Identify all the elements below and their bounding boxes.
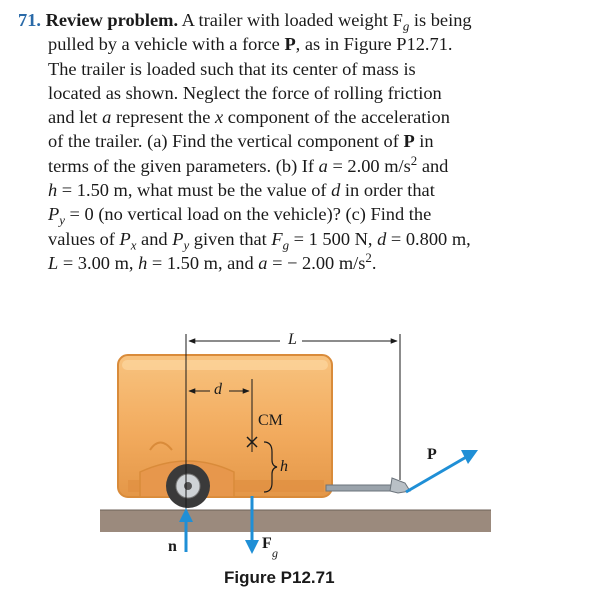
tongue xyxy=(326,485,396,491)
line-6 xyxy=(18,131,434,151)
text-run: A trailer with loaded weight F xyxy=(181,10,403,30)
problem-number: 71. xyxy=(18,10,41,30)
text-run: given that xyxy=(189,228,272,249)
p-arrow xyxy=(406,456,468,492)
text-run: and xyxy=(136,228,173,249)
wheel xyxy=(166,464,210,508)
line-2 xyxy=(18,34,453,54)
text-run: = 3.00 m, xyxy=(58,252,139,273)
text-run: of the trailer. (a) Find the vertical component of xyxy=(48,131,404,152)
text-run: and xyxy=(417,155,449,176)
text-run: P xyxy=(119,228,131,249)
label-d: d xyxy=(214,381,222,398)
label-p: P xyxy=(427,446,437,463)
text-run: pulled by a vehicle with a force xyxy=(48,34,285,55)
label-l: L xyxy=(288,331,297,348)
label-cm: CM xyxy=(258,412,283,429)
text-run: = − 2.00 m/s xyxy=(267,252,366,273)
line-9 xyxy=(18,204,432,229)
label-n: n xyxy=(168,538,177,555)
text-run: . xyxy=(371,252,377,273)
text-run: P xyxy=(172,228,184,249)
text-run: in order that xyxy=(340,180,435,201)
text-run: , as in Figure P12.71. xyxy=(295,34,453,55)
text-run: a xyxy=(318,155,328,176)
trailer-body xyxy=(118,355,332,497)
ground xyxy=(100,510,491,532)
text-run: = 0.800 m, xyxy=(386,228,471,249)
text-run: y xyxy=(183,238,190,253)
text-run: P xyxy=(48,204,60,225)
text-run: L xyxy=(48,252,59,273)
line-10 xyxy=(18,228,471,253)
text-run: a xyxy=(258,252,268,273)
text-run: = 2.00 m/s xyxy=(327,155,411,176)
text-run: = 0 (no vertical load on the vehicle)? (c) Find the xyxy=(64,204,432,225)
text-run: g xyxy=(402,19,410,34)
text-run: values of xyxy=(48,228,120,249)
text-run: 2 xyxy=(410,153,418,168)
line-5 xyxy=(18,107,450,127)
line-11 xyxy=(18,250,377,273)
text-run: F xyxy=(271,228,283,249)
text-run: h xyxy=(48,180,58,201)
text-run: = 1.50 m, and xyxy=(147,252,259,273)
text-run: P xyxy=(403,131,415,152)
problem-heading: Review problem. xyxy=(45,10,179,30)
text-run: g xyxy=(282,238,290,253)
figure-p12-71 xyxy=(0,300,593,600)
text-run: h xyxy=(138,252,148,273)
text-run: a xyxy=(102,107,112,128)
problem-text xyxy=(18,8,580,275)
figure-caption: Figure P12.71 xyxy=(224,568,335,587)
text-run: terms of the given parameters. (b) If xyxy=(48,155,319,176)
text-run: y xyxy=(59,214,65,229)
text-run: component of the acceleration xyxy=(223,107,450,128)
text-run: in xyxy=(414,131,434,152)
text-run: = 1 500 N, xyxy=(289,228,378,249)
text-run: x xyxy=(215,107,224,128)
line-4: located as shown. Neglect the force of rolling friction xyxy=(48,82,442,103)
line-8 xyxy=(18,180,435,200)
text-run: is being xyxy=(409,10,472,30)
text-run: d xyxy=(331,180,341,201)
text-run: represent the xyxy=(111,107,215,128)
text-run: P xyxy=(284,34,296,55)
label-g-sub: g xyxy=(272,546,278,560)
text-run: 2 xyxy=(365,250,372,265)
line-3: The trailer is loaded such that its center of mass is xyxy=(48,58,416,79)
label-h: h xyxy=(280,458,288,475)
label-f: F xyxy=(262,535,272,552)
text-run: and let xyxy=(48,107,103,128)
line-7 xyxy=(18,153,449,176)
text-run: x xyxy=(130,238,137,253)
text-run: = 1.50 m, what must be the value of xyxy=(57,180,332,201)
text-run: d xyxy=(377,228,387,249)
